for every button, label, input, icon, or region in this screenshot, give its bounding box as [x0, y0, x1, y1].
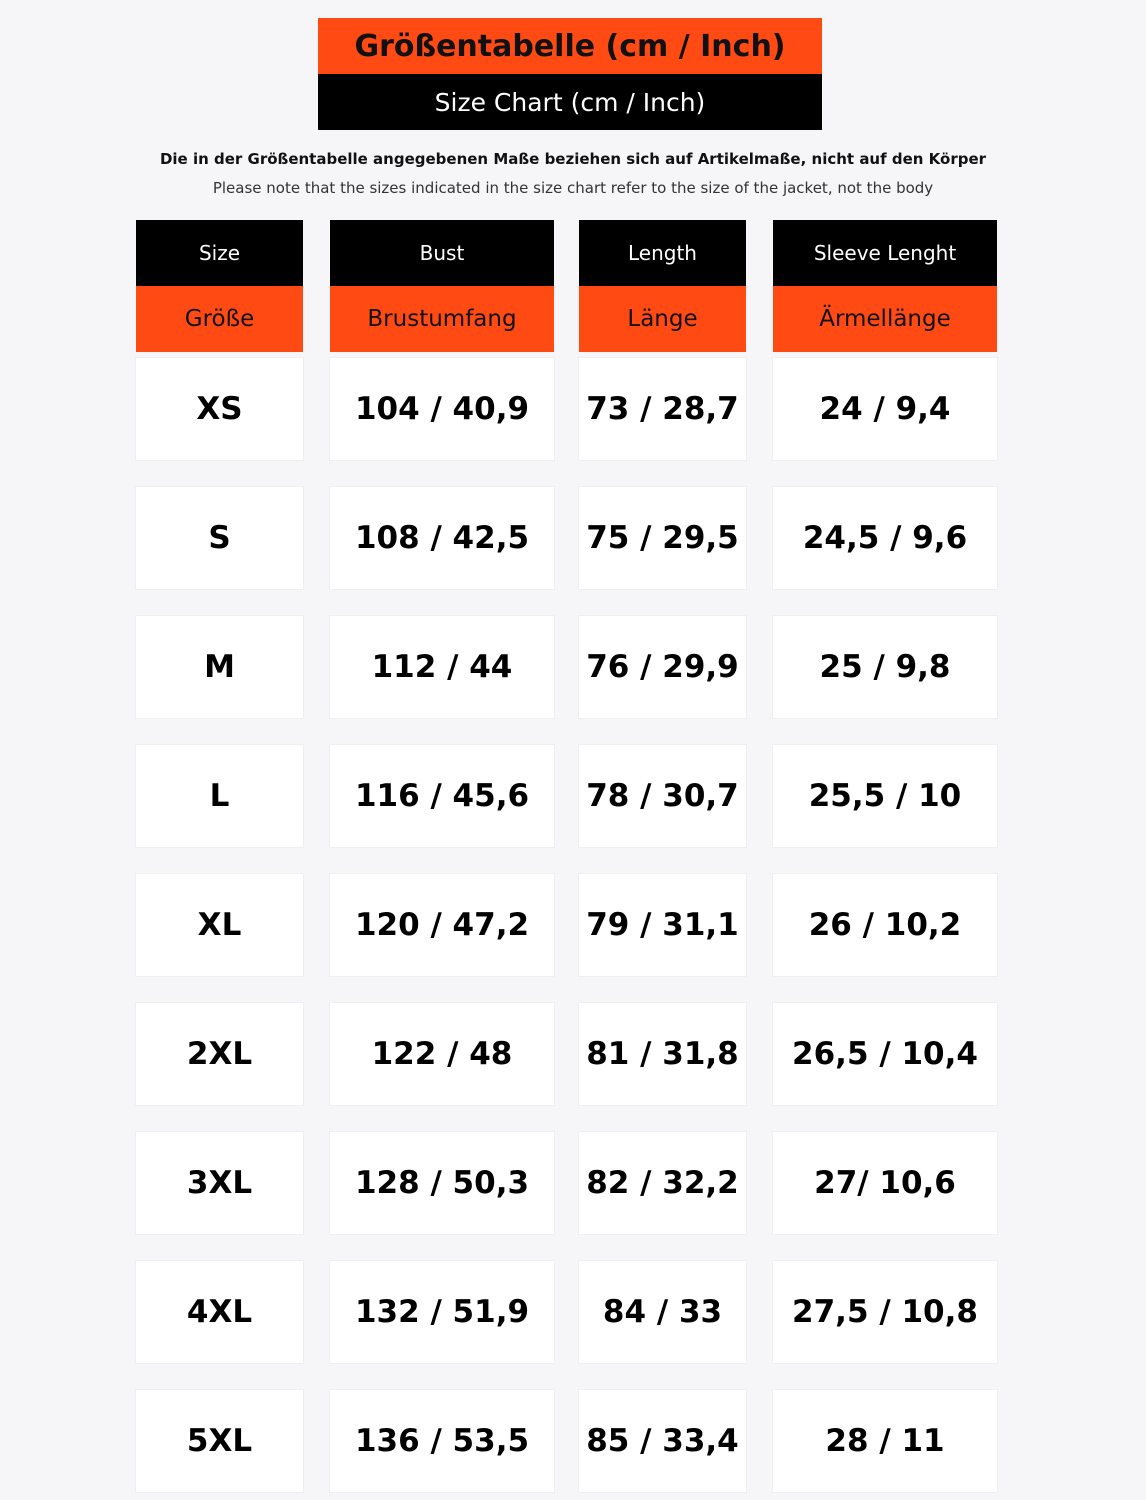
table-cell: 27/ 10,6 [773, 1132, 997, 1234]
table-cell: 73 / 28,7 [579, 358, 746, 460]
title-german: Größentabelle (cm / Inch) [318, 18, 822, 74]
table-cell: 24 / 9,4 [773, 358, 997, 460]
table-cell: 104 / 40,9 [330, 358, 554, 460]
table-cell: 25 / 9,8 [773, 616, 997, 718]
column-header-en: Size [136, 220, 303, 286]
table-cell: 82 / 32,2 [579, 1132, 746, 1234]
title-box [318, 18, 822, 130]
table-cell: 26 / 10,2 [773, 874, 997, 976]
column-header-en: Length [579, 220, 746, 286]
column-length [579, 220, 746, 1492]
table-cell: 3XL [136, 1132, 303, 1234]
table-cell: 2XL [136, 1003, 303, 1105]
note-german: Die in der Größentabelle angegebenen Maße beziehen sich auf Artikelmaße, nicht auf den Körper [159, 150, 987, 168]
table-cell: 25,5 / 10 [773, 745, 997, 847]
table-cell: 120 / 47,2 [330, 874, 554, 976]
table-cell: 24,5 / 9,6 [773, 487, 997, 589]
table-cell: 5XL [136, 1390, 303, 1492]
note-english: Please note that the sizes indicated in the size chart refer to the size of the jacket, not the body [212, 179, 934, 197]
column-header-de: Größe [136, 286, 303, 352]
column-sleeve-length [773, 220, 997, 1492]
column-size [136, 220, 303, 1492]
column-header-en: Bust [330, 220, 554, 286]
table-cell: 112 / 44 [330, 616, 554, 718]
table-cell: 76 / 29,9 [579, 616, 746, 718]
table-cell: XS [136, 358, 303, 460]
table-cell: S [136, 487, 303, 589]
table-cell: 78 / 30,7 [579, 745, 746, 847]
table-cell: 79 / 31,1 [579, 874, 746, 976]
column-header-de: Ärmellänge [773, 286, 997, 352]
column-header-en: Sleeve Lenght [773, 220, 997, 286]
table-cell: L [136, 745, 303, 847]
table-cell: 28 / 11 [773, 1390, 997, 1492]
table-cell: 108 / 42,5 [330, 487, 554, 589]
column-header-de: Brustumfang [330, 286, 554, 352]
table-cell: XL [136, 874, 303, 976]
column-header-de: Länge [579, 286, 746, 352]
table-cell: 136 / 53,5 [330, 1390, 554, 1492]
table-cell: M [136, 616, 303, 718]
table-cell: 116 / 45,6 [330, 745, 554, 847]
table-cell: 27,5 / 10,8 [773, 1261, 997, 1363]
column-bust [330, 220, 554, 1492]
title-english: Size Chart (cm / Inch) [318, 74, 822, 130]
table-cell: 128 / 50,3 [330, 1132, 554, 1234]
table-cell: 84 / 33 [579, 1261, 746, 1363]
table-cell: 75 / 29,5 [579, 487, 746, 589]
table-cell: 81 / 31,8 [579, 1003, 746, 1105]
table-cell: 132 / 51,9 [330, 1261, 554, 1363]
table-cell: 4XL [136, 1261, 303, 1363]
table-cell: 85 / 33,4 [579, 1390, 746, 1492]
table-cell: 122 / 48 [330, 1003, 554, 1105]
table-cell: 26,5 / 10,4 [773, 1003, 997, 1105]
